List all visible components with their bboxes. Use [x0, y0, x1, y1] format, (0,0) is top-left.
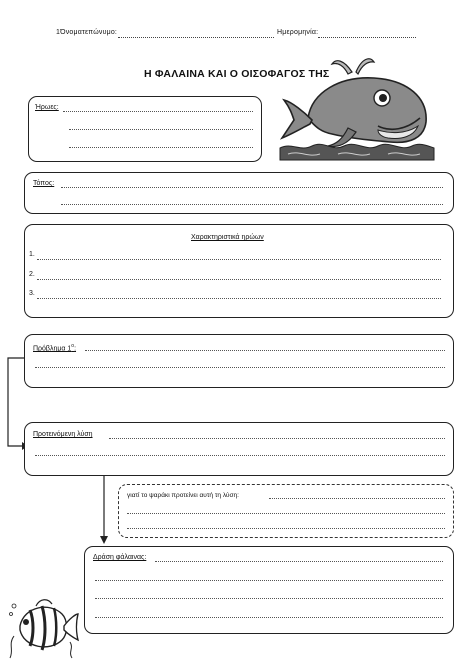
name-field[interactable]	[118, 37, 274, 38]
action-line-2[interactable]	[95, 580, 443, 581]
traits-box	[24, 224, 454, 318]
heroes-label: Ήρωες:	[35, 104, 59, 111]
trait-number-1: 1.	[29, 251, 35, 258]
problem-label: Πρόβλημα $1^o$:	[33, 343, 77, 353]
page-title: Η ΦΑΛΑΙΝΑ ΚΑΙ Ο ΟΙΣΟΦΑΓΟΣ ΤΗΣ	[144, 68, 330, 80]
problem-box	[24, 334, 454, 388]
action-line-4[interactable]	[95, 617, 443, 618]
heroes-line-3[interactable]	[69, 147, 253, 148]
fish-icon	[6, 596, 80, 660]
reason-label: γιατί το ψαράκι προτείνει αυτή τη λύση:	[127, 492, 239, 499]
trait-number-3: 3.	[29, 290, 35, 297]
solution-line-1[interactable]	[109, 438, 445, 439]
arrow-down-icon	[98, 476, 110, 546]
traits-heading: Χαρακτηριστικά ηρώων	[191, 234, 264, 241]
whale-icon	[278, 52, 436, 162]
action-box	[84, 546, 454, 634]
problem-line-1[interactable]	[85, 350, 445, 351]
date-label: Ημερομηνία:	[277, 29, 319, 36]
solution-label: Προτεινόμενη λύση	[33, 431, 93, 438]
trait-line-1[interactable]	[37, 259, 441, 260]
name-label: 1Όνοματεπώνυμο:	[56, 29, 118, 36]
reason-line-1[interactable]	[269, 498, 445, 499]
reason-line-3[interactable]	[127, 528, 445, 529]
place-box	[24, 172, 454, 214]
action-line-1[interactable]	[155, 561, 443, 562]
solution-box	[24, 422, 454, 476]
date-field[interactable]	[318, 37, 416, 38]
place-line-1[interactable]	[61, 187, 443, 188]
heroes-line-1[interactable]	[63, 111, 253, 112]
reason-box	[118, 484, 454, 538]
place-line-2[interactable]	[61, 204, 443, 205]
solution-line-2[interactable]	[35, 455, 445, 456]
trait-line-2[interactable]	[37, 279, 441, 280]
trait-number-2: 2.	[29, 271, 35, 278]
problem-line-2[interactable]	[35, 367, 445, 368]
heroes-box	[28, 96, 262, 162]
place-label: Τόπος:	[33, 180, 55, 187]
problem-superscript: ο	[71, 343, 75, 349]
action-label: Δράση φάλαινας:	[93, 554, 147, 561]
reason-line-2[interactable]	[127, 513, 445, 514]
trait-line-3[interactable]	[37, 298, 441, 299]
heroes-line-2[interactable]	[69, 129, 253, 130]
action-line-3[interactable]	[95, 598, 443, 599]
